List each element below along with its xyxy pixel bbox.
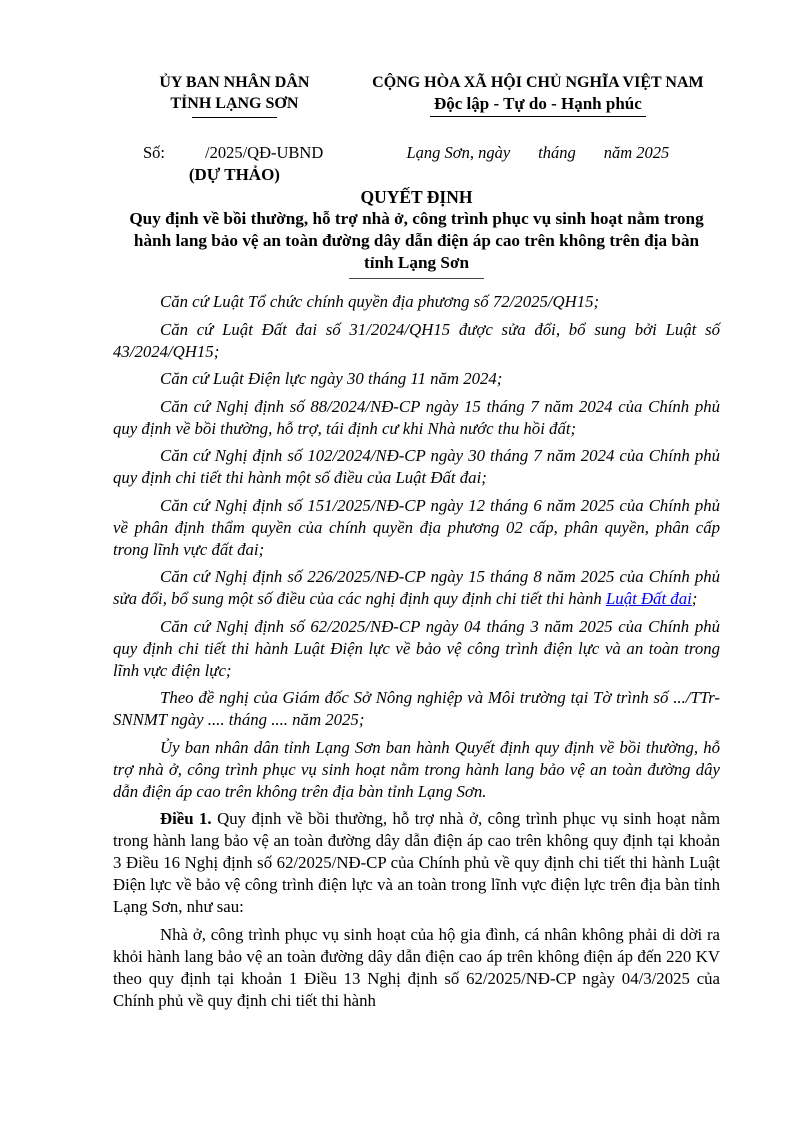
recital-paragraph: Căn cứ Nghị định số 151/2025/NĐ-CP ngày 12 tháng 6 năm 2025 của Chính phủ về phân định thẩm quyền của chính quyền địa phương 02 cấp, phân quyền, phân cấp trong lĩnh vực đất đai; (113, 495, 720, 559)
national-motto-line1: CỘNG HÒA XÃ HỘI CHỦ NGHĨA VIỆT NAM (372, 74, 704, 91)
doc-title: QUYẾT ĐỊNH (360, 187, 473, 207)
place-date-part2: tháng (538, 143, 576, 162)
luat-dat-dai-link[interactable]: Luật Đất đai (605, 589, 692, 608)
document-header (113, 72, 720, 118)
place-date-line (356, 142, 720, 164)
doc-number-label: Số: (143, 143, 166, 162)
national-motto-line2: Độc lập - Tự do - Hạnh phúc (430, 93, 646, 117)
national-heading-block (356, 72, 720, 118)
org-name-line2: TỈNH LẠNG SƠN (170, 95, 299, 112)
recital-paragraph-with-link (113, 566, 720, 610)
recital-link-pre-text: Căn cứ Nghị định số 226/2025/NĐ-CP ngày 15 tháng 8 năm 2025 của Chính phủ sửa đổi, bổ sung một số điều của các nghị định quy định chi tiết thi hành (113, 567, 720, 608)
doc-number-value: /2025/QĐ-UBND (205, 143, 324, 162)
article-1-paragraph (113, 808, 720, 918)
draft-label: (DỰ THẢO) (188, 165, 280, 184)
enacting-paragraph: Ủy ban nhân dân tỉnh Lạng Sơn ban hành Quyết định quy định về bồi thường, hỗ trợ nhà ở, công trình phục vụ sinh hoạt nằm trong hành lang bảo vệ an toàn đường dây dẫn điện áp cao trên không trên địa bàn tỉnh Lạng Sơn. (113, 737, 720, 801)
recital-paragraph: Căn cứ Luật Tổ chức chính quyền địa phương số 72/2025/QH15; (160, 292, 600, 311)
doc-meta-row (113, 142, 720, 164)
draft-row (113, 164, 720, 185)
title-block (113, 186, 720, 279)
org-divider-rule (192, 117, 277, 118)
doc-subtitle: Quy định về bồi thường, hỗ trợ nhà ở, công trình phục vụ sinh hoạt nằm trong hành lang bảo vệ an toàn đường dây dẫn điện áp cao trên không trên địa bàn tỉnh Lạng Sơn (129, 209, 704, 272)
recital-paragraph: Căn cứ Nghị định số 88/2024/NĐ-CP ngày 15 tháng 7 năm 2024 của Chính phủ quy định về bồi thường, hỗ trợ, tái định cư khi Nhà nước thu hồi đất; (113, 396, 720, 438)
recital-link-post-text: ; (691, 589, 698, 608)
recital-paragraph: Căn cứ Luật Đất đai số 31/2024/QH15 được sửa đổi, bổ sung bởi Luật số 43/2024/QH15; (113, 319, 720, 361)
issuing-authority-block (113, 72, 356, 118)
doc-number (113, 142, 356, 164)
title-divider-rule (349, 278, 484, 279)
org-name-line1: ỦY BAN NHÂN DÂN (159, 74, 310, 91)
recital-paragraph: Căn cứ Luật Điện lực ngày 30 tháng 11 năm 2024; (160, 369, 503, 388)
article-1-text: Quy định về bồi thường, hỗ trợ nhà ở, công trình phục vụ sinh hoạt nằm trong hành lang bảo vệ an toàn đường dây dẫn điện áp cao trên không quy định tại khoản 3 Điều 16 Nghị định số 62/2025/NĐ-CP của Chính phủ về quy định chi tiết thi hành Luật Điện lực về bảo vệ công trình điện lực và an toàn trong lĩnh vực điện lực trên địa bàn tỉnh Lạng Sơn, như sau: (113, 809, 721, 916)
article-1-label: Điều 1. (160, 809, 212, 828)
recital-paragraph: Căn cứ Nghị định số 62/2025/NĐ-CP ngày 04 tháng 3 năm 2025 của Chính phủ quy định chi tiết thi hành Luật Điện lực về bảo vệ công trình điện lực và an toàn trong lĩnh vực điện lực; (113, 616, 720, 680)
recital-paragraph: Theo đề nghị của Giám đốc Sở Nông nghiệp và Môi trường tại Tờ trình số .../TTr-SNNMT ngày .... tháng .... năm 2025; (113, 688, 720, 729)
place-date-part3: năm 2025 (603, 143, 670, 162)
recital-paragraph: Căn cứ Nghị định số 102/2024/NĐ-CP ngày 30 tháng 7 năm 2024 của Chính phủ quy định chi tiết thi hành một số điều của Luật Đất đai; (113, 446, 720, 487)
place-date-part1: Lạng Sơn, ngày (406, 143, 511, 162)
document-body (113, 291, 720, 1012)
closing-paragraph: Nhà ở, công trình phục vụ sinh hoạt của hộ gia đình, cá nhân không phải di dời ra khỏi hành lang bảo vệ an toàn đường dây dẫn điện cao áp trên không điện áp đến 220 KV theo quy định tại khoản 1 Điều 13 Nghị định số 62/2025/NĐ-CP ngày 04/3/2025 của Chính phủ về quy định chi tiết thi hành (113, 924, 720, 1010)
